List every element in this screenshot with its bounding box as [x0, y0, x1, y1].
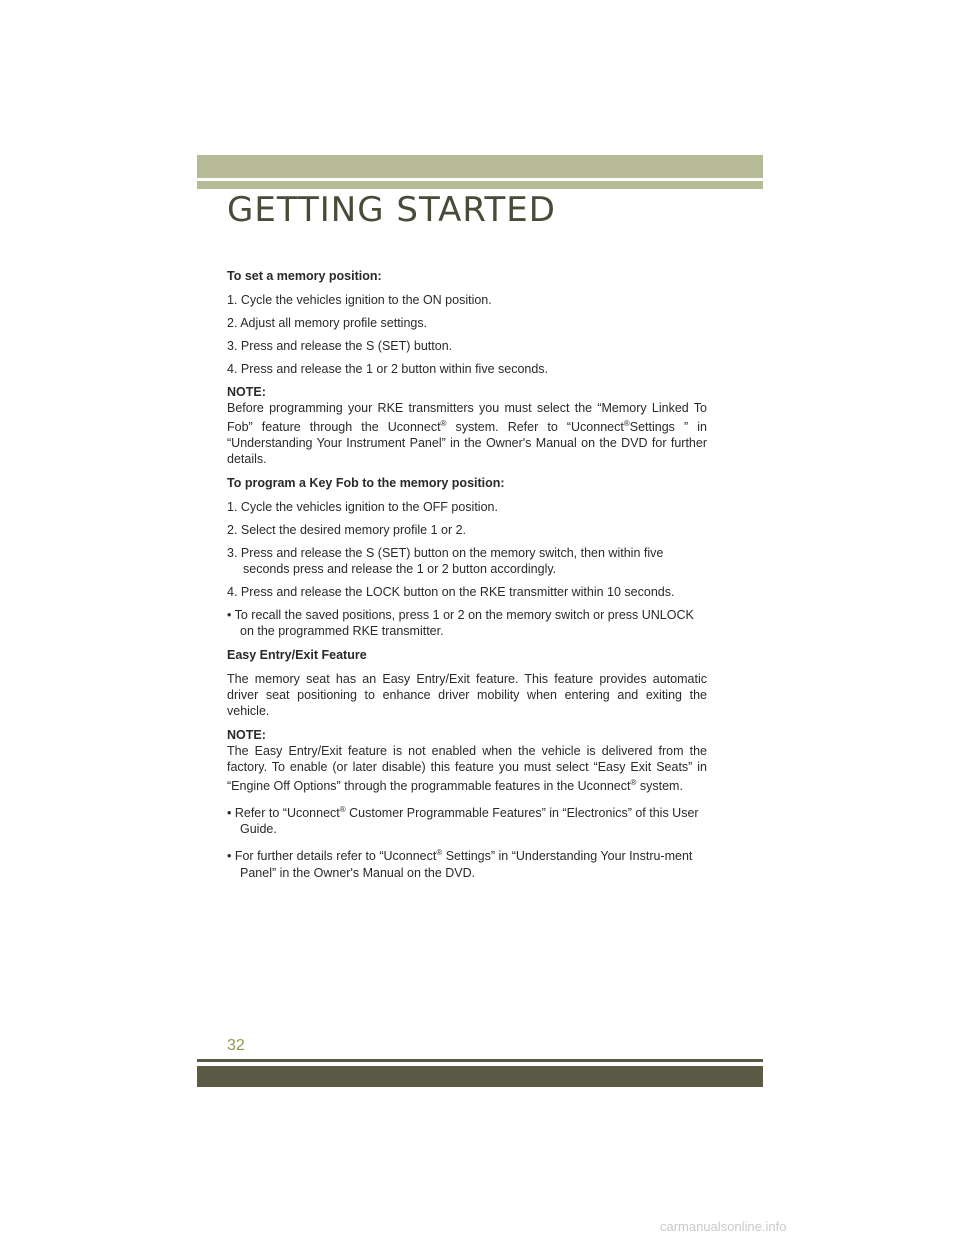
note-label: NOTE:: [227, 385, 266, 399]
registered-mark: ®: [623, 419, 630, 428]
note-body: [227, 743, 707, 794]
footer-rule: [197, 1059, 763, 1062]
watermark: carmanualsonline.info: [660, 1219, 787, 1234]
keyfob-step-1: 1. Cycle the vehicles ignition to the OFF position.: [227, 500, 498, 515]
easy-entry-paragraph: The memory seat has an Easy Entry/Exit feature. This feature provides automatic driver seat positioning to enhance driver mobility when entering and exiting the vehicle.: [227, 672, 707, 719]
easy-entry-heading: Easy Entry/Exit Feature: [227, 648, 367, 663]
page-content: [227, 268, 707, 889]
memory-step-2: 2. Adjust all memory profile settings.: [227, 316, 428, 330]
note-text: Settings ” in “Understanding Your Instrument Panel” in the Owner's Manual on the DVD for further details.: [227, 420, 707, 467]
registered-mark: ®: [440, 419, 447, 428]
registered-mark: ®: [630, 778, 637, 788]
note-text: The Easy Entry/Exit feature is not enabled when the vehicle is delivered from the factory. To enable (or later disable) this feature you must select “Easy Exit Seats” in “Engine Off Options” through the programmable features in the Uconnect: [227, 744, 707, 794]
note-body: [227, 400, 707, 467]
bullet-text: • Refer to “Uconnect: [227, 806, 340, 821]
bullet-text: Customer Programmable Features” in “Electronics” of this User Guide.: [240, 806, 699, 837]
header-stripe: [197, 181, 763, 189]
section-title: GETTING STARTED: [227, 190, 556, 230]
reference-bullet: [227, 802, 707, 837]
note-text: Before programming your RKE transmitters you must select the “Memory Linked To Fob” feature through the Uconnect: [227, 401, 707, 435]
memory-step-4: 4. Press and release the 1 or 2 button within five seconds.: [227, 362, 549, 376]
note-label: NOTE:: [227, 728, 266, 743]
footer-band: [197, 1066, 763, 1087]
registered-mark: ®: [436, 848, 443, 858]
memory-heading: To set a memory position:: [227, 269, 382, 283]
keyfob-step-3: 3. Press and release the S (SET) button on the memory switch, then within five seconds press and release the 1 or 2 button accordingly.: [227, 546, 664, 577]
recall-bullet: • To recall the saved positions, press 1 or 2 on the memory switch or press UNLOCK on the programmed RKE transmitter.: [227, 608, 694, 639]
bullet-text: • For further details refer to “Uconnect: [227, 849, 437, 864]
memory-step-1: 1. Cycle the vehicles ignition to the ON position.: [227, 293, 492, 307]
reference-bullet: [227, 845, 707, 880]
memory-step-3: 3. Press and release the S (SET) button.: [227, 339, 453, 353]
bullet-text: Settings” in “Understanding Your Instru-ment Panel” in the Owner's Manual on the DVD.: [240, 849, 693, 880]
keyfob-step-2: 2. Select the desired memory profile 1 or 2.: [227, 523, 467, 538]
keyfob-step-4: 4. Press and release the LOCK button on the RKE transmitter within 10 seconds.: [227, 585, 675, 600]
registered-mark: ®: [339, 805, 346, 815]
note-text: system. Refer to “Uconnect: [455, 420, 624, 435]
note-text: system.: [639, 779, 683, 794]
keyfob-heading: To program a Key Fob to the memory position:: [227, 476, 505, 491]
page-number: 32: [227, 1037, 245, 1054]
header-band: [197, 155, 763, 178]
